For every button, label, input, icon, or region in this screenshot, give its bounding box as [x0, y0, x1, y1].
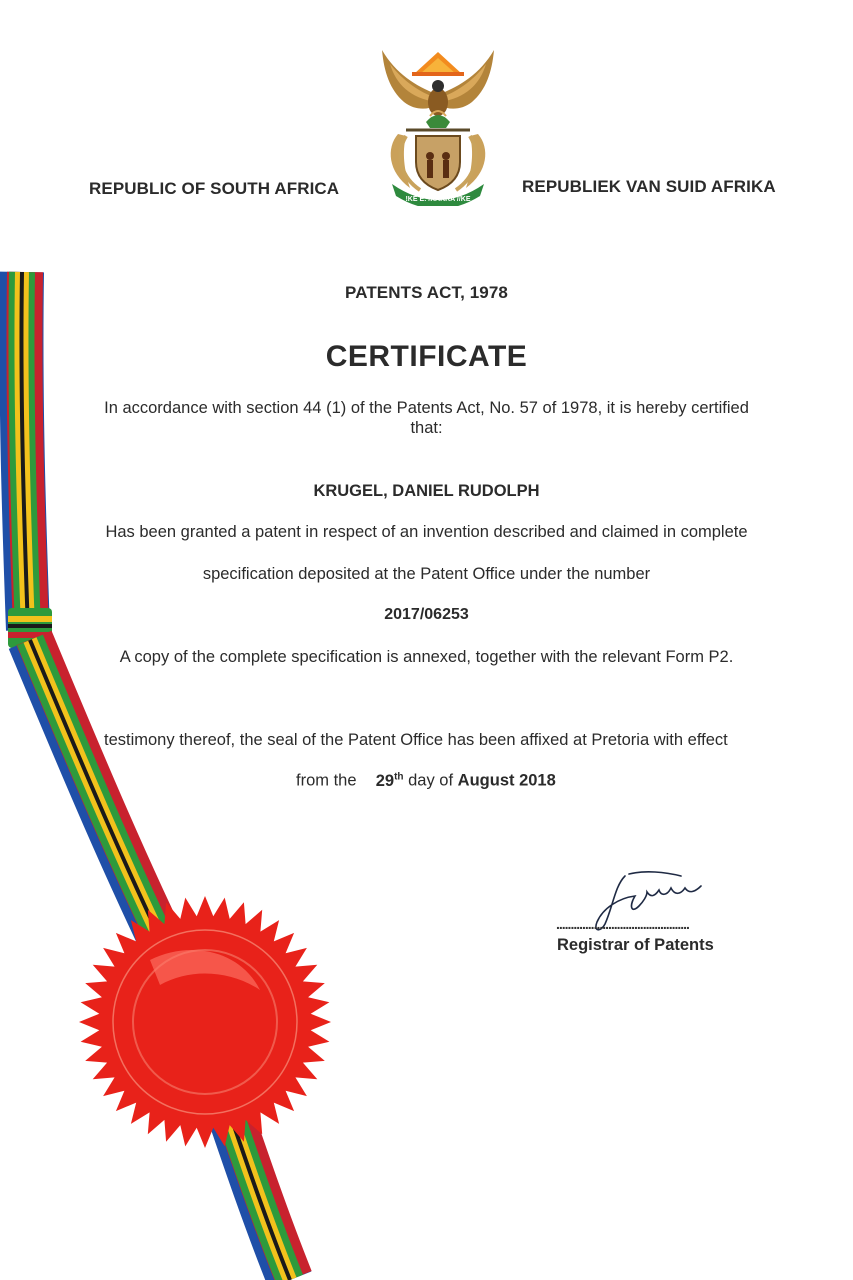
- patent-number: 2017/06253: [384, 606, 469, 623]
- wax-seal-icon: [79, 896, 331, 1148]
- date-middle: day of: [408, 771, 454, 790]
- rising-sun-icon: [412, 52, 464, 76]
- coat-of-arms-crest: [376, 44, 500, 206]
- motto-text: !KE E: /XARRA //KE: [405, 196, 471, 203]
- effective-date: [296, 771, 556, 791]
- header-right: REPUBLIEK VAN SUID AFRIKA: [522, 177, 776, 196]
- registrar-title: Registrar of Patents: [557, 936, 714, 954]
- intro-line-2: that:: [410, 419, 443, 437]
- date-day: 29th: [375, 771, 404, 790]
- shield-icon: [416, 136, 460, 190]
- signature-dots: ..............................................: [556, 916, 689, 932]
- grant-line-2: specification deposited at the Patent Office under the number: [202, 565, 651, 583]
- date-prefix: from the: [296, 771, 357, 790]
- grant-line-1: Has been granted a patent in respect of an invention described and claimed in complete: [105, 523, 748, 541]
- grantee-name: KRUGEL, DANIEL RUDOLPH: [313, 482, 540, 500]
- testimony-statement: testimony thereof, the seal of the Patent Office has been affixed at Pretoria with effect: [104, 731, 728, 749]
- certificate-title: CERTIFICATE: [325, 340, 528, 373]
- intro-line-1: In accordance with section 44 (1) of the Patents Act, No. 57 of 1978, it is hereby certified: [104, 399, 749, 417]
- annex-statement: A copy of the complete specification is annexed, together with the relevant Form P2.: [119, 648, 734, 666]
- header-left: REPUBLIC OF SOUTH AFRICA: [89, 179, 340, 198]
- date-month-year: August 2018: [457, 771, 556, 790]
- act-heading: PATENTS ACT, 1978: [345, 283, 508, 302]
